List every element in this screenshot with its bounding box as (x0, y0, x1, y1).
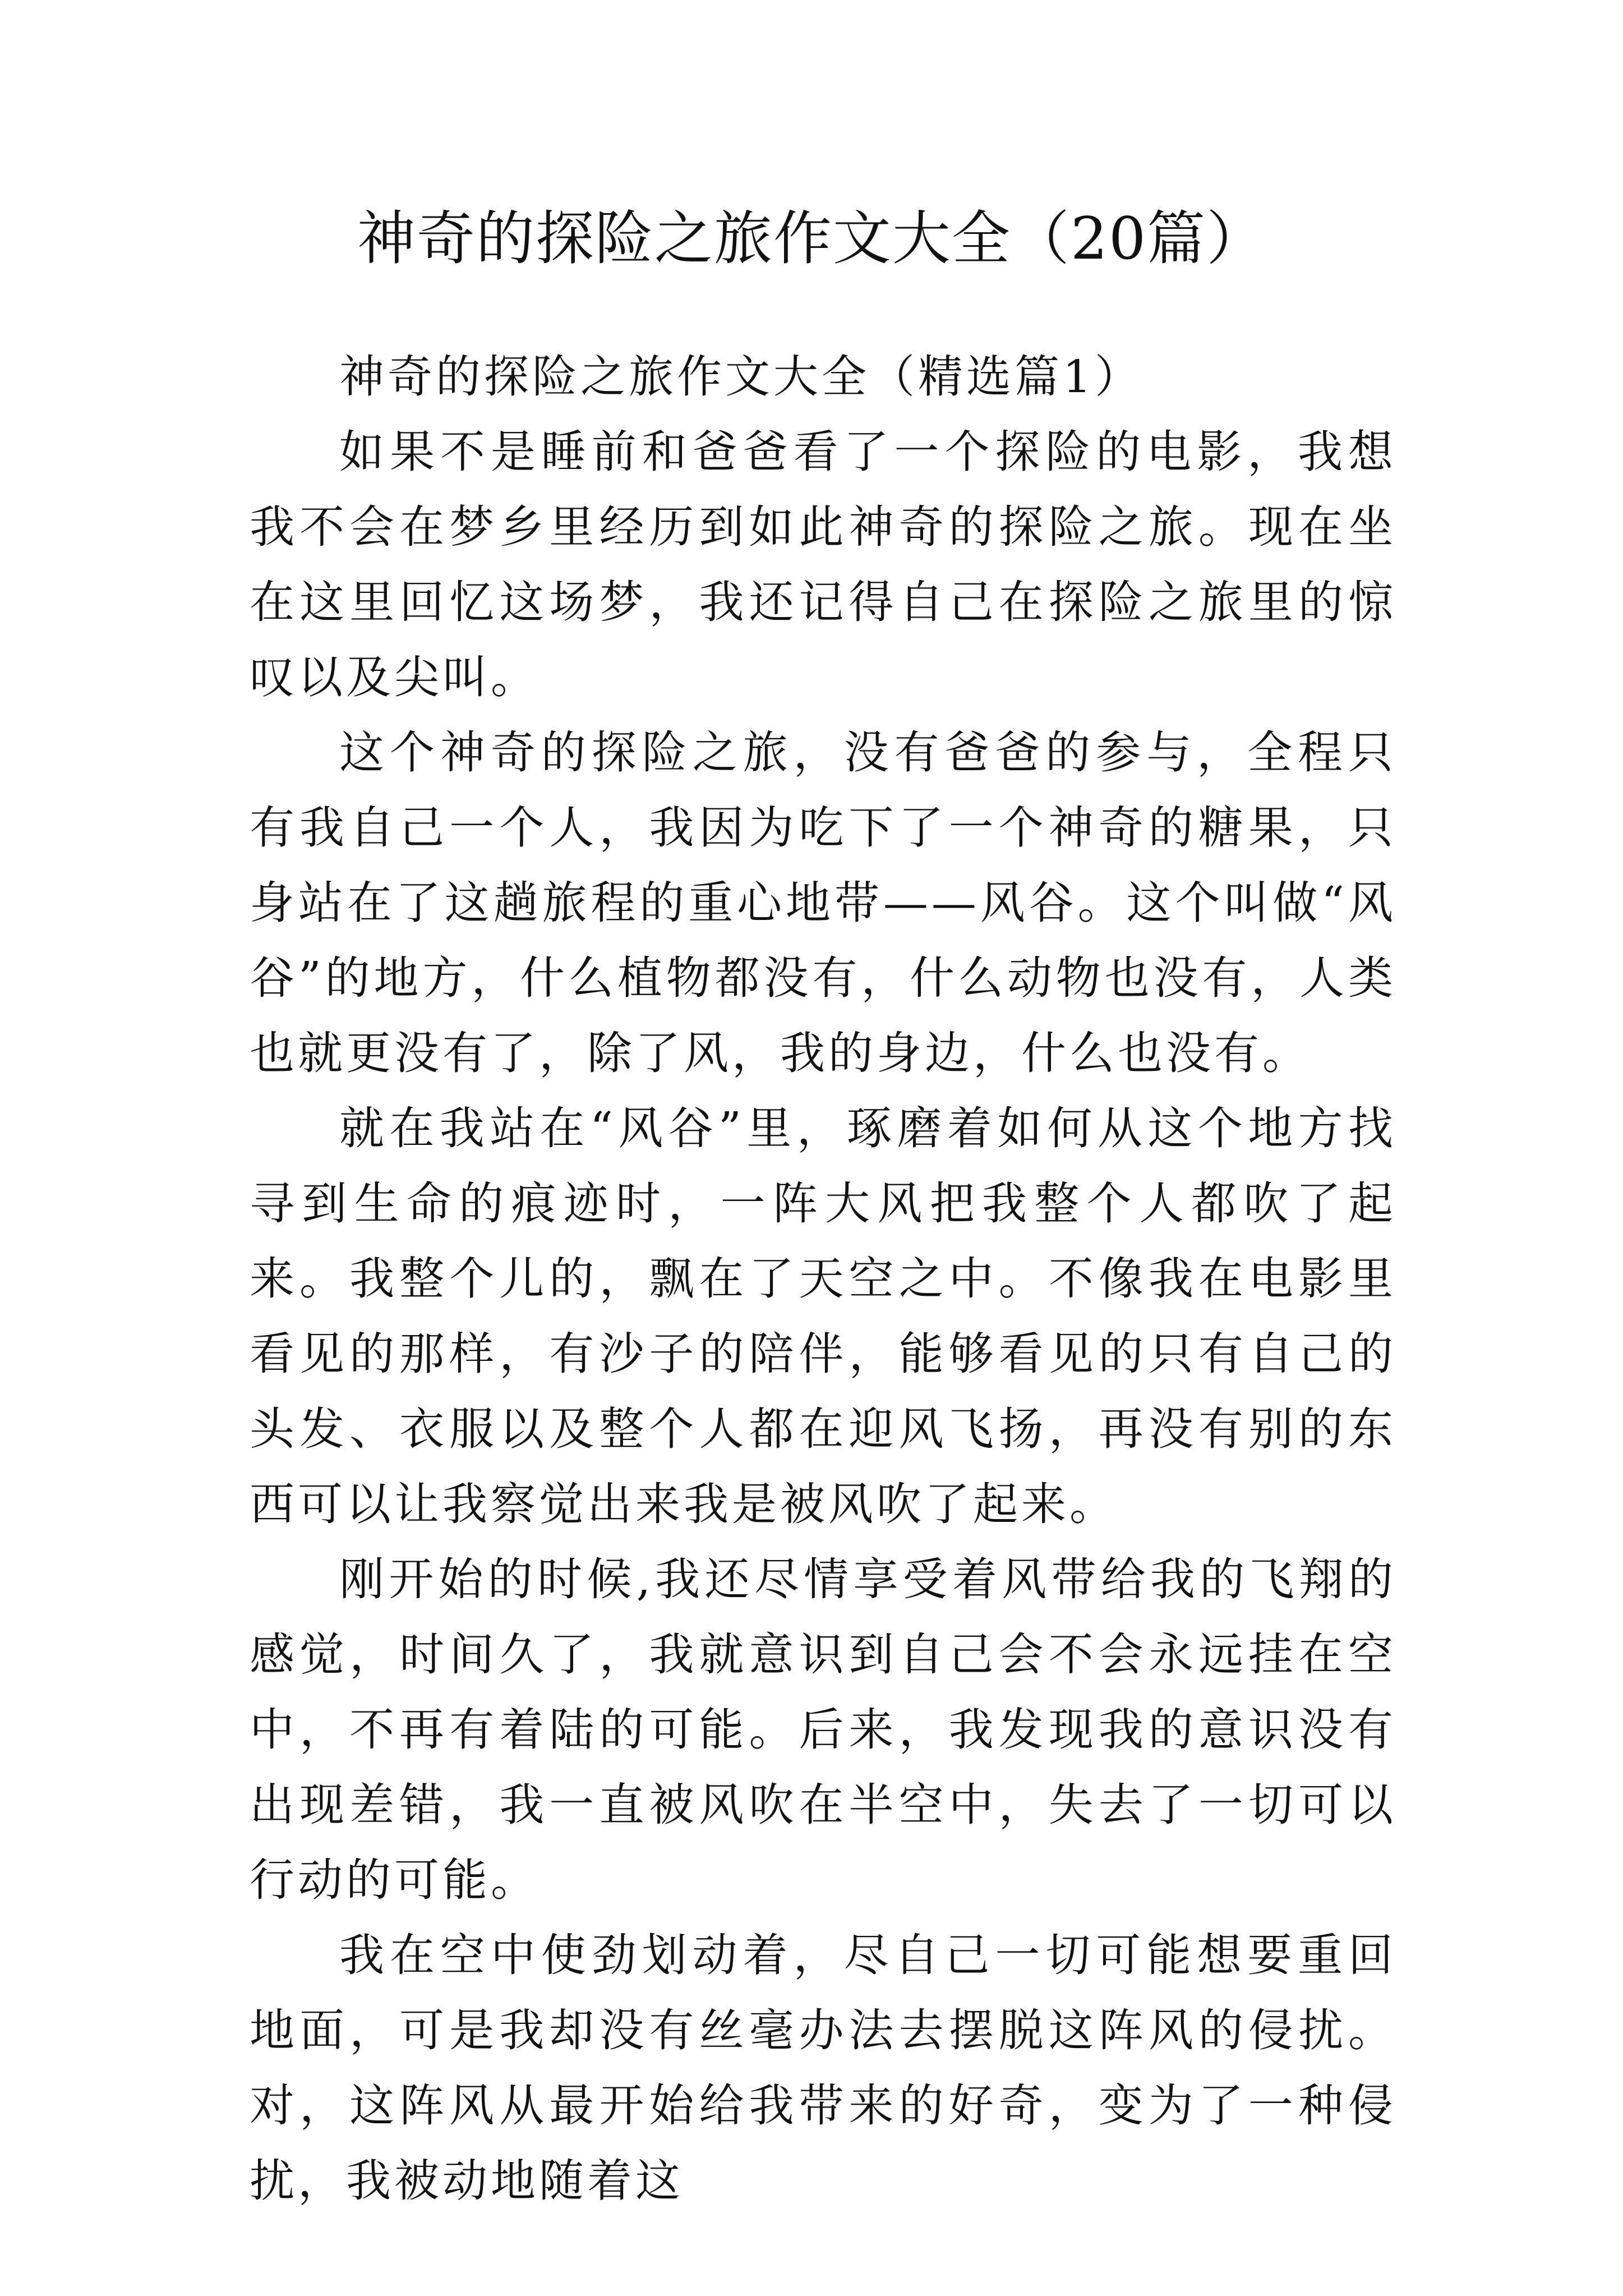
document-body (250, 339, 1396, 2219)
paragraph-4: 刚开始的时候,我还尽情享受着风带给我的飞翔的感觉，时间久了，我就意识到自己会不会永远挂在空中，不再有着陆的可能。后来，我发现我的意识没有出现差错，我一直被风吹在半空中，失去了一切可以行动的可能。 (250, 1553, 1396, 1906)
section-heading: 神奇的探险之旅作文大全（精选篇1） (339, 351, 1143, 403)
paragraph-3: 就在我站在“风谷”里，琢磨着如何从这个地方找寻到生命的痕迹时，一阵大风把我整个人都吹了起来。我整个儿的，飘在了天空之中。不像我在电影里看见的那样，有沙子的陪伴，能够看见的只有自己的头发、衣服以及整个人都在迎风飞扬，再没有别的东西可以让我察觉出来我是被风吹了起来。 (250, 1102, 1396, 1530)
page-title: 神奇的探险之旅作文大全（20篇） (357, 204, 1266, 273)
paragraph-1: 如果不是睡前和爸爸看了一个探险的电影，我想我不会在梦乡里经历到如此神奇的探险之旅。现在坐在这里回忆这场梦，我还记得自己在探险之旅里的惊叹以及尖叫。 (250, 426, 1396, 703)
paragraph-2: 这个神奇的探险之旅，没有爸爸的参与，全程只有我自己一个人，我因为吃下了一个神奇的糖果，只身站在了这趟旅程的重心地带——风谷。这个叫做“风谷”的地方，什么植物都没有，什么动物也没有，人类也就更没有了，除了风，我的身边，什么也没有。 (250, 726, 1396, 1079)
paragraph-5: 我在空中使劲划动着，尽自己一切可能想要重回地面，可是我却没有丝毫办法去摆脱这阵风的侵扰。对，这阵风从最开始给我带来的好奇，变为了一种侵扰，我被动地随着这 (250, 1929, 1396, 2207)
